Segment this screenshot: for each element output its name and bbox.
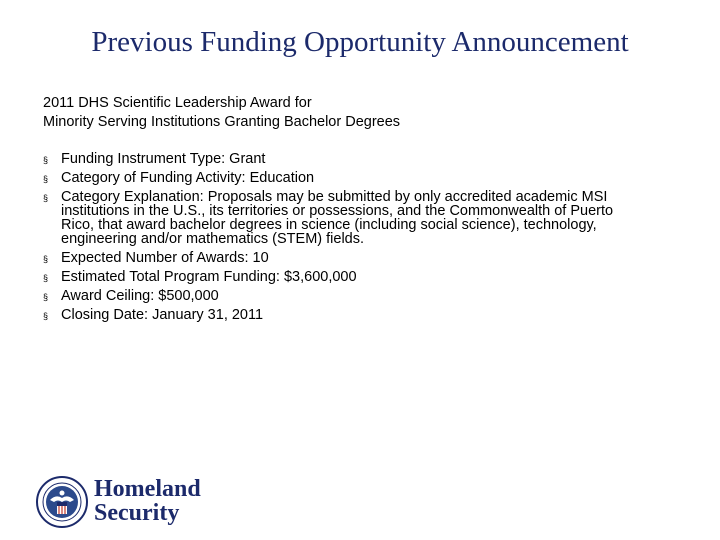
bullet-marker-icon: § (43, 254, 49, 264)
list-item-text: institutions in the U.S., its territories or possessions, and the Commonwealth of Puerto (61, 203, 614, 219)
list-item (43, 308, 683, 322)
subtitle-line-1: 2011 DHS Scientific Leadership Award for (43, 95, 312, 111)
page-title: Previous Funding Opportunity Announcement (91, 26, 629, 58)
list-item-text: Category of Funding Activity: Education (61, 170, 315, 186)
dhs-seal-icon (36, 476, 88, 528)
bullet-marker-icon: § (43, 193, 49, 203)
list-item-text: Funding Instrument Type: Grant (61, 151, 266, 167)
bullet-marker-icon: § (43, 311, 49, 321)
logo-word-homeland: Homeland (94, 476, 201, 502)
list-item-text: Expected Number of Awards: 10 (61, 250, 269, 266)
list-item (43, 251, 683, 265)
logo (94, 477, 201, 525)
subtitle-line-2: Minority Serving Institutions Granting Bachelor Degrees (43, 114, 401, 130)
list-item-text: engineering and/or mathematics (STEM) fields. (61, 231, 365, 247)
bullet-list (43, 152, 683, 327)
list-item (43, 190, 683, 246)
bullet-marker-icon: § (43, 273, 49, 283)
bullet-marker-icon: § (43, 155, 49, 165)
list-item-text: Category Explanation: Proposals may be submitted by only accredited academic MSI (61, 189, 608, 205)
logo-word-security: Security (94, 500, 180, 526)
bullet-marker-icon: § (43, 174, 49, 184)
list-item-text: Closing Date: January 31, 2011 (61, 307, 264, 323)
list-item-text: Award Ceiling: $500,000 (61, 288, 219, 304)
list-item (43, 171, 683, 185)
subtitle (43, 94, 693, 132)
list-item-text: Estimated Total Program Funding: $3,600,000 (61, 269, 357, 285)
list-item (43, 289, 683, 303)
list-item (43, 270, 683, 284)
list-item-text: Rico, that award bachelor degrees in science (including social science), technology, (61, 217, 597, 233)
bullet-marker-icon: § (43, 292, 49, 302)
list-item (43, 152, 683, 166)
